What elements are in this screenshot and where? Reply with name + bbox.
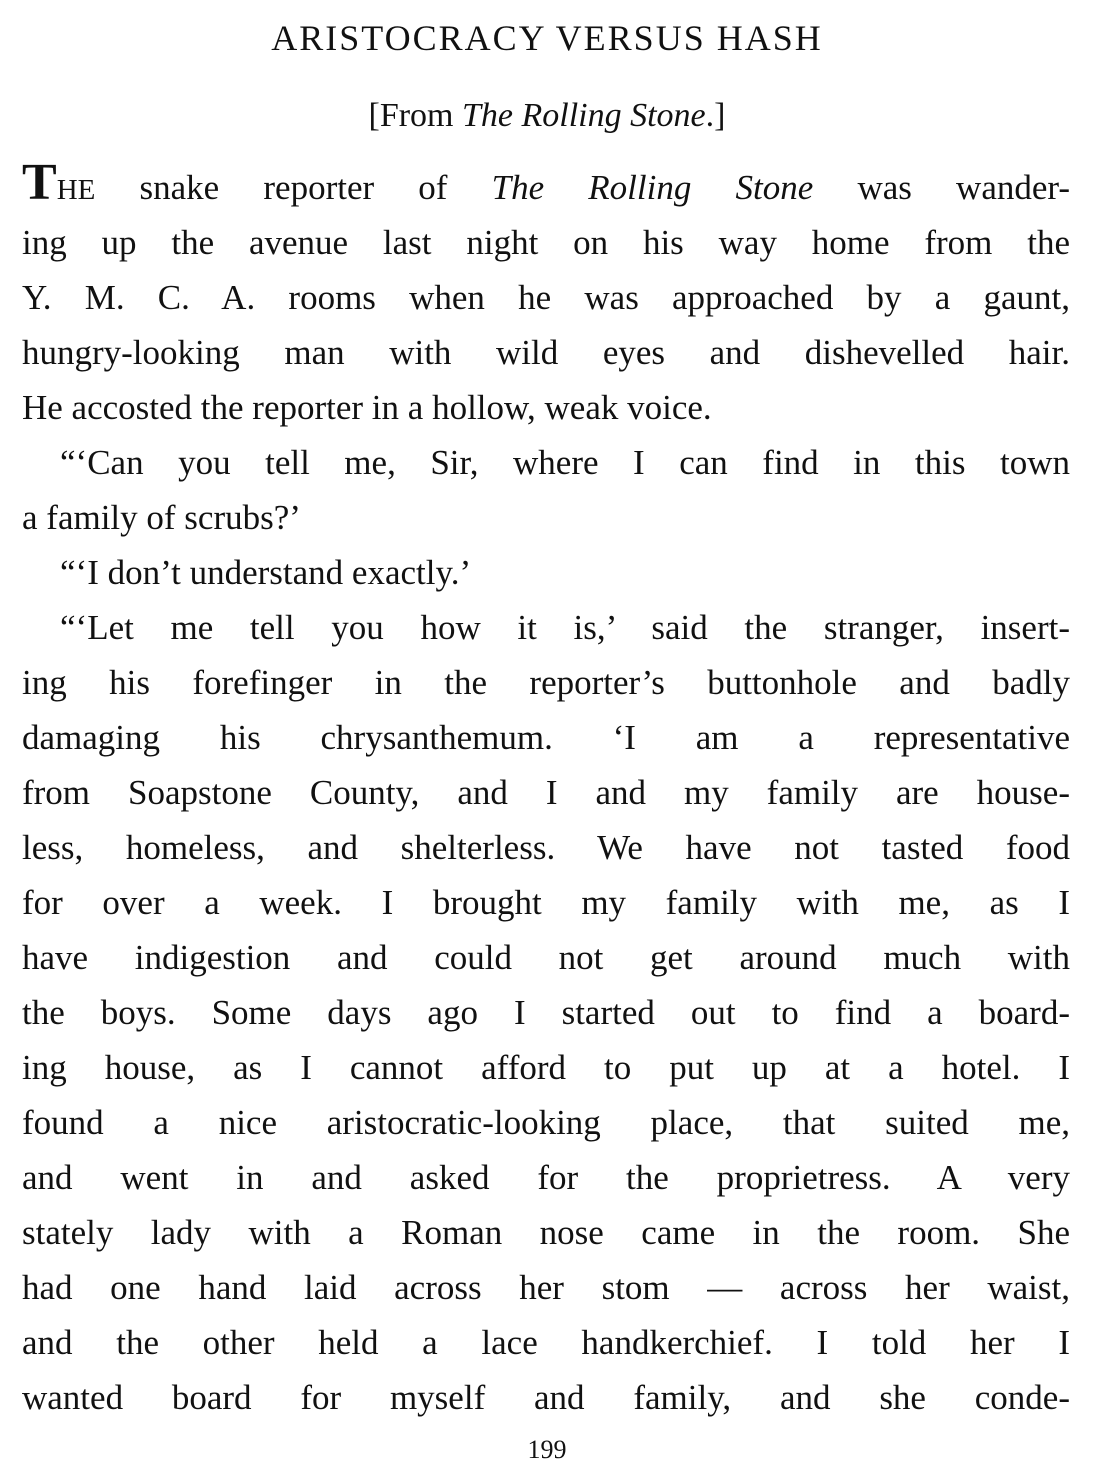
body-line: less, homeless, and shelterless. We have not tasted food [22, 828, 1070, 867]
body-line: found a nice aristocratic-looking place, that suited me, [22, 1103, 1070, 1142]
body-line: damaging his chrysanthemum. ‘I am a representative [22, 718, 1070, 757]
italic-title: The Rolling Stone [491, 168, 814, 207]
body-line: “‘Let me tell you how it is,’ said the stranger, insert- [60, 608, 1070, 647]
small-caps: HE [56, 174, 96, 206]
body-line: wanted board for myself and family, and she conde- [22, 1378, 1070, 1417]
body-line [22, 154, 1071, 215]
body-line: the boys. Some days ago I started out to find a board- [22, 993, 1070, 1032]
source-attribution [0, 92, 1094, 140]
source-open: [From [368, 97, 462, 134]
body-line: and went in and asked for the proprietress. A very [22, 1158, 1070, 1197]
body-line: hungry-looking man with wild eyes and dishevelled hair. [22, 333, 1070, 372]
body-line: had one hand laid across her stom — across her waist, [22, 1268, 1070, 1307]
body-line: and the other held a lace handkerchief. I told her I [22, 1323, 1070, 1362]
line-text: was wander- [813, 168, 1071, 207]
body-line: “‘Can you tell me, Sir, where I can find in this town [60, 443, 1070, 482]
body-line: ing his forefinger in the reporter’s buttonhole and badly [22, 663, 1070, 702]
body-line: have indigestion and could not get around much with [22, 938, 1070, 977]
body-line: ing up the avenue last night on his way home from the [22, 223, 1070, 262]
body-line: stately lady with a Roman nose came in the room. She [22, 1213, 1070, 1252]
source-italic: The Rolling Stone [462, 97, 706, 134]
body-line: ing house, as I cannot afford to put up at a hotel. I [22, 1048, 1070, 1087]
source-close: .] [705, 97, 726, 134]
body-line: for over a week. I brought my family with me, as I [22, 883, 1070, 922]
chapter-title: ARISTOCRACY VERSUS HASH [271, 18, 823, 58]
body-line: Y. M. C. A. rooms when he was approached by a gaunt, [22, 278, 1070, 317]
body-line: “‘I don’t understand exactly.’ [60, 553, 472, 592]
body-line: from Soapstone County, and I and my family are house- [22, 773, 1070, 812]
drop-cap: T [22, 154, 57, 211]
body-line: a family of scrubs?’ [22, 498, 301, 537]
page-number: 199 [527, 1435, 567, 1464]
line-text: snake reporter of [95, 168, 492, 207]
body-line: He accosted the reporter in a hollow, weak voice. [22, 388, 712, 427]
